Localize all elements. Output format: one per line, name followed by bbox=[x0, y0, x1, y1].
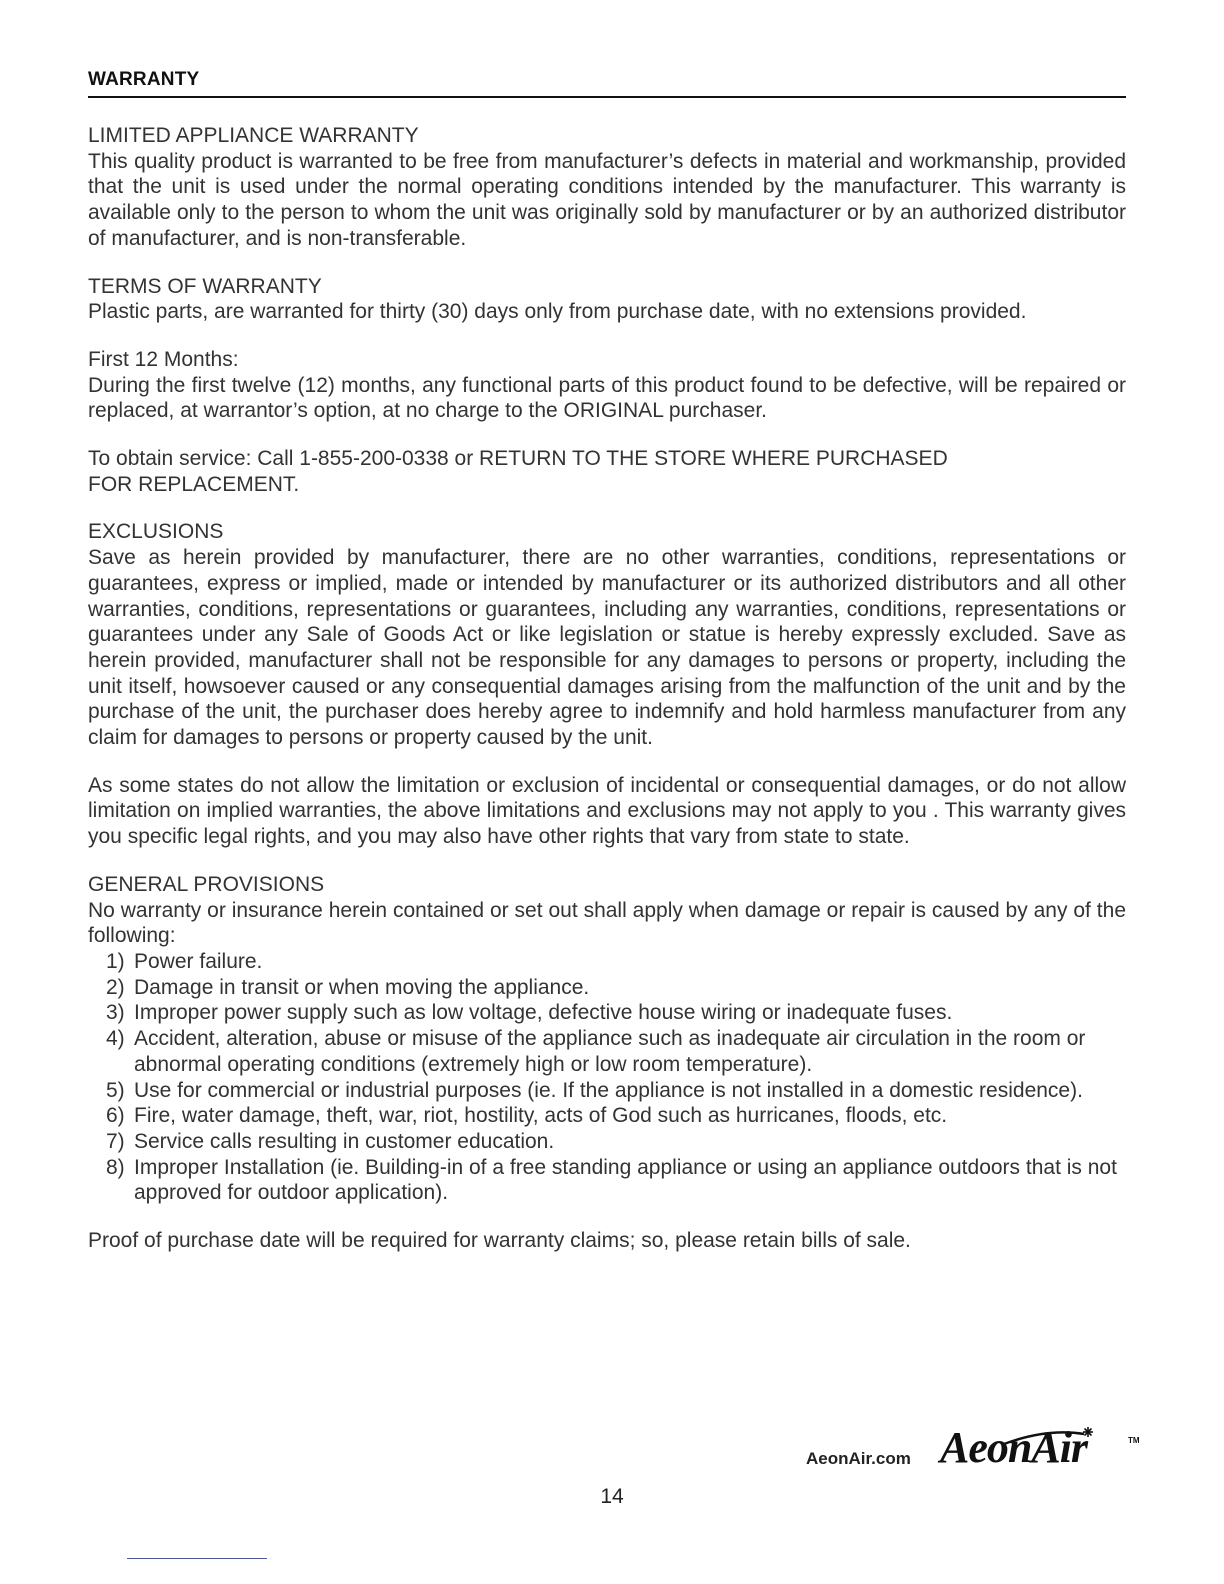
page-number: 14 bbox=[600, 1485, 624, 1508]
list-item-number: 6) bbox=[106, 1104, 125, 1128]
exclusions-body: Save as herein provided by manufacturer, there are no other warranties, conditions, representations or guarantees, express or implied, made or intended by manufacturer or its authorized distributors and all other warranties, conditions, representations or guarantees, including any warranties, conditions, representations or guarantees under any Sale of Goods Act or like legislation or statue is hereby expressly excluded. Save as herein provided, manufacturer shall not be responsible for any damages to persons or property, including the unit itself, howsoever caused or any consequential damages arising from the malfunction of the unit and by the purchase of the unit, the purchaser does hereby agree to indemnify and hold harmless manufacturer from any claim for damages to persons or property caused by the unit. bbox=[88, 546, 1126, 750]
list-item bbox=[106, 1000, 1126, 1026]
list-item-text: Fire, water damage, theft, war, riot, hostility, acts of God such as hurricanes, floods, etc. bbox=[134, 1104, 948, 1128]
list-item-number: 3) bbox=[106, 1001, 125, 1025]
page-title: WARRANTY bbox=[88, 69, 200, 90]
state-rights-section bbox=[88, 773, 1126, 850]
terms-heading: TERMS OF WARRANTY bbox=[88, 274, 322, 298]
list-item-number: 5) bbox=[106, 1078, 125, 1102]
state-rights-body: As some states do not allow the limitation or exclusion of incidental or consequential damages, or do not allow limitation on implied warranties, the above limitations and exclusions may not apply to you . This warranty gives you specific legal rights, and you may also have other rights that vary from state to state. bbox=[88, 773, 1126, 849]
exclusions-heading: EXCLUSIONS bbox=[88, 520, 224, 544]
brand-wordmark: AeonAir bbox=[940, 1423, 1088, 1472]
list-item-number: 1) bbox=[106, 949, 125, 973]
trademark-mark: TM bbox=[1128, 1436, 1140, 1445]
terms-section bbox=[88, 274, 1126, 325]
list-item bbox=[106, 1103, 1126, 1129]
list-item bbox=[106, 975, 1126, 1001]
list-item bbox=[106, 1129, 1126, 1155]
limited-warranty-section bbox=[88, 123, 1126, 252]
list-item bbox=[106, 1078, 1126, 1104]
provisions-list bbox=[88, 949, 1126, 1206]
list-item-text: Improper Installation (ie. Building-in of a free standing appliance or using an appliance outdoors that is not approved for outdoor application). bbox=[134, 1155, 1117, 1205]
terms-body: Plastic parts, are warranted for thirty (30) days only from purchase date, with no extensions provided. bbox=[88, 300, 1027, 324]
warranty-page bbox=[88, 66, 1126, 1254]
general-provisions-heading: GENERAL PROVISIONS bbox=[88, 872, 325, 896]
list-item-number: 2) bbox=[106, 975, 125, 999]
proof-section bbox=[88, 1228, 1126, 1254]
list-item bbox=[106, 1026, 1126, 1077]
list-item-text: Power failure. bbox=[134, 949, 263, 973]
limited-warranty-body: This quality product is warranted to be free from manufacturer’s defects in material and workmanship, provided that the unit is used under the normal operating conditions intended by the manufacturer. This warranty is available only to the person to whom the unit was originally sold by manufacturer or by an authorized distributor of manufacturer, and is non-transferable. bbox=[88, 149, 1126, 250]
list-item-text: Service calls resulting in customer education. bbox=[134, 1129, 555, 1153]
list-item bbox=[106, 949, 1126, 975]
list-item-text: Improper power supply such as low voltage, defective house wiring or inadequate fuses. bbox=[134, 1001, 953, 1025]
general-provisions-intro: No warranty or insurance herein contained or set out shall apply when damage or repair is caused by any of the following: bbox=[88, 898, 1126, 948]
brand-url: AeonAir.com bbox=[806, 1449, 911, 1468]
exclusions-section bbox=[88, 519, 1126, 750]
first-12-months-body: During the first twelve (12) months, any functional parts of this product found to be defective, will be repaired or replaced, at warrantor’s option, at no charge to the ORIGINAL purchaser. bbox=[88, 373, 1126, 423]
list-item bbox=[106, 1155, 1126, 1206]
scan-artifact-line bbox=[127, 1558, 267, 1559]
brand-logo bbox=[806, 1418, 1140, 1478]
service-line-1: To obtain service: Call 1-855-200-0338 or RETURN TO THE STORE WHERE PURCHASED bbox=[88, 447, 948, 471]
list-item-number: 8) bbox=[106, 1155, 125, 1179]
first-12-months-section bbox=[88, 347, 1126, 424]
service-line-2: FOR REPLACEMENT. bbox=[88, 472, 300, 496]
list-item-text: Use for commercial or industrial purposes (ie. If the appliance is not installed in a domestic residence). bbox=[134, 1078, 1083, 1102]
general-provisions-section bbox=[88, 872, 1126, 1206]
title-divider bbox=[88, 96, 1126, 98]
first-12-months-heading: First 12 Months: bbox=[88, 347, 239, 371]
list-item-text: Damage in transit or when moving the appliance. bbox=[134, 975, 590, 999]
list-item-number: 7) bbox=[106, 1129, 125, 1153]
limited-warranty-heading: LIMITED APPLIANCE WARRANTY bbox=[88, 124, 419, 147]
service-section bbox=[88, 446, 1126, 497]
proof-body: Proof of purchase date will be required for warranty claims; so, please retain bills of sale. bbox=[88, 1229, 911, 1253]
list-item-text: Accident, alteration, abuse or misuse of the appliance such as inadequate air circulation in the room or abnormal operating conditions (extremely high or low room temperature). bbox=[134, 1027, 1086, 1076]
list-item-number: 4) bbox=[106, 1027, 125, 1051]
